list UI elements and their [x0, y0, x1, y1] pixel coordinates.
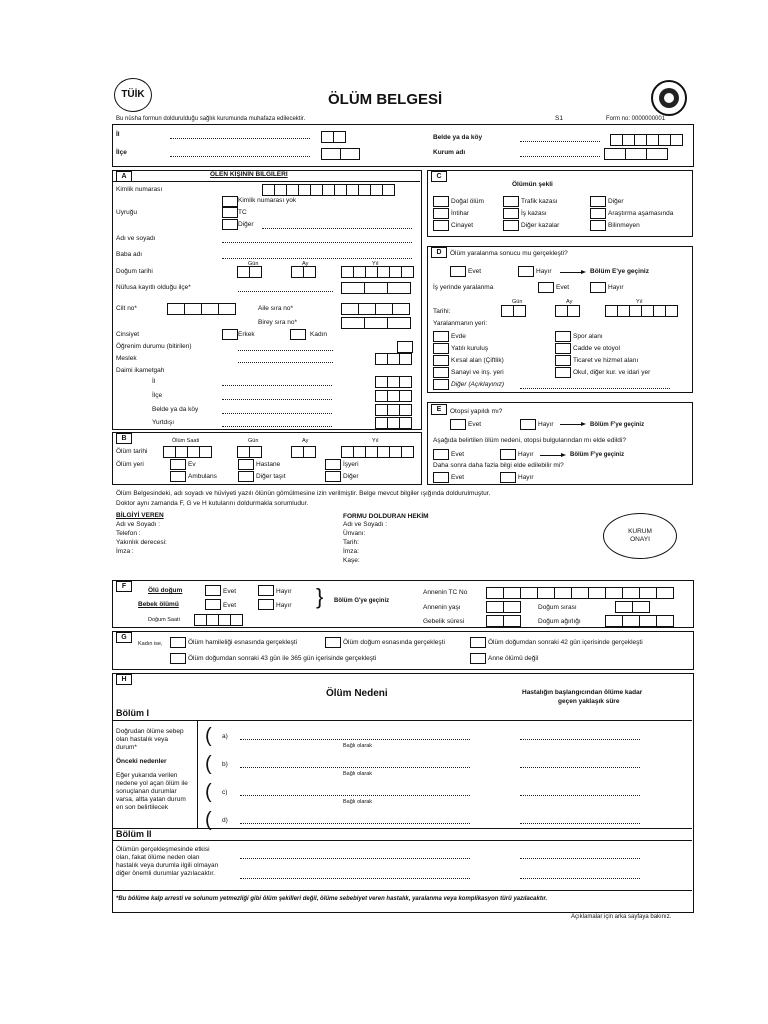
- res-belde-label: Belde ya da köy: [152, 406, 199, 413]
- res-belde-field[interactable]: [222, 413, 332, 414]
- d-evet-checkbox[interactable]: [450, 266, 466, 277]
- yaralanma-yeri-label: Kırsal alan (Çiftlik): [451, 357, 504, 364]
- kurum-label: Kurum adı: [433, 149, 466, 156]
- e3-evet-label: Evet: [451, 474, 465, 481]
- il-code[interactable]: [322, 131, 346, 141]
- is-yeri-label: İş yerinde yaralanma: [433, 284, 494, 291]
- e2-hayir-label: Hayır: [518, 451, 534, 458]
- bolum-2-label: Bölüm II: [116, 829, 152, 839]
- h-left-2-line: varsa, altta yatan durum: [116, 796, 186, 803]
- res-il-label: İl: [152, 378, 156, 385]
- section-c-title: Ölümün şekli: [512, 181, 553, 188]
- res-il-code[interactable]: [376, 376, 412, 386]
- hastane-label: Hastane: [256, 461, 281, 468]
- e1-hayir-label: Hayır: [538, 421, 554, 428]
- aile-cells[interactable]: [342, 303, 410, 313]
- gun-header: Gün: [248, 261, 259, 267]
- g5-label: Anne ölümü değil: [488, 655, 539, 662]
- is-evet-label: Evet: [556, 284, 570, 291]
- cause-row-letter: a): [222, 733, 228, 740]
- olum-yeri-label: Ölüm yeri: [116, 461, 144, 468]
- cause-sure-b[interactable]: [520, 767, 640, 768]
- yaralanma-yeri-checkbox[interactable]: [555, 331, 571, 342]
- cause-sure-c[interactable]: [520, 795, 640, 796]
- d-hayir-label: Hayır: [536, 268, 552, 275]
- res-ilce-code[interactable]: [376, 390, 412, 400]
- bagli-olarak-label: Bağlı olarak: [343, 771, 373, 777]
- adi-label: Adı ve soyadı: [116, 235, 156, 242]
- dogum-saati-label: Doğum Saati: [148, 617, 180, 623]
- diger-tasit-checkbox[interactable]: [238, 471, 254, 482]
- meslek-label: Meslek: [116, 355, 137, 362]
- cause-bracket-icon: (: [205, 781, 212, 803]
- baba-label: Baba adı: [116, 251, 143, 258]
- e2-hayir-checkbox[interactable]: [500, 449, 516, 460]
- cause-row-letter: b): [222, 761, 228, 768]
- kurum-code[interactable]: [605, 148, 668, 158]
- kadin-label: Kadın: [310, 331, 327, 338]
- olum-sekli-checkbox[interactable]: [503, 208, 519, 219]
- tc-label: TC: [238, 209, 247, 216]
- yaralanma-yeri-label: Sanayi ve inş. yeri: [451, 369, 504, 376]
- note-line-2: Doktor aynı zamanda F, G ve H kutularını doldurmakla sorumludur.: [116, 500, 309, 507]
- olu-dogum-label: Ölü doğum: [148, 587, 183, 594]
- nufus-code[interactable]: [342, 282, 411, 292]
- olum-ay-cells[interactable]: [292, 446, 316, 456]
- cause-row-letter: c): [222, 789, 228, 796]
- yurtdisi-label: Yurtdışı: [152, 419, 175, 426]
- d-hayir-checkbox[interactable]: [518, 266, 534, 277]
- cilt-cells[interactable]: [168, 303, 236, 313]
- olum-sekli-label: Bilinmeyen: [608, 222, 640, 229]
- e2-arrow-icon: [540, 455, 562, 456]
- e2-evet-label: Evet: [451, 451, 465, 458]
- olum-saati-header: Ölüm Saati: [172, 438, 200, 444]
- hastane-checkbox[interactable]: [238, 459, 254, 470]
- yaralanma-yeri-checkbox[interactable]: [555, 355, 571, 366]
- seal-emblem: [651, 80, 687, 116]
- ev-checkbox[interactable]: [170, 459, 186, 470]
- bolum2-sure-1[interactable]: [520, 858, 640, 859]
- onceki-nedenler-label: Önceki nedenler: [116, 758, 167, 765]
- kimlik-yok-label: Kimlik numarası yok: [238, 197, 297, 204]
- bagli-olarak-label: Bağlı olarak: [343, 799, 373, 805]
- yaralanma-yeri-label: Okul, diğer kur. ve idari yer: [573, 369, 651, 376]
- informant-title: BİLGİYİ VEREN: [116, 512, 164, 519]
- olum-sekli-checkbox[interactable]: [433, 196, 449, 207]
- e1-evet-label: Evet: [468, 421, 482, 428]
- dogum-gun[interactable]: [238, 266, 262, 276]
- olum-sekli-checkbox[interactable]: [590, 220, 606, 231]
- yaralanma-yeri-checkbox[interactable]: [555, 343, 571, 354]
- res-belde-code[interactable]: [376, 404, 412, 414]
- section-c-letter: C: [431, 171, 447, 182]
- ambulans-label: Ambulans: [188, 473, 217, 480]
- bolum2-field-2[interactable]: [240, 878, 470, 879]
- d-gun-cells[interactable]: [502, 305, 526, 315]
- h-left-1-line: Doğrudan ölüme sebep: [116, 728, 184, 735]
- uyruk-diger-label: Diğer: [238, 221, 254, 228]
- bebek-hayir-label: Hayır: [276, 602, 292, 609]
- h-left-2-line: en son belirtilecek: [116, 804, 169, 811]
- olum-gun-cells[interactable]: [238, 446, 262, 456]
- belde-code[interactable]: [611, 134, 683, 144]
- h-left-2-line: sonuçlanan durumlar: [116, 788, 177, 795]
- footer-note: Açıklamalar için arka sayfaya bakınız.: [571, 914, 672, 920]
- h-left-2-line: nedene yol açan ölüm ile: [116, 780, 188, 787]
- isyeri-label: İşyeri: [343, 461, 359, 468]
- b-diger-label: Diğer: [343, 473, 359, 480]
- ambulans-checkbox[interactable]: [170, 471, 186, 482]
- yaralanma-yeri-label: Spor alanı: [573, 333, 603, 340]
- d-diger-field[interactable]: [520, 388, 670, 389]
- yil-header: Yıl: [372, 261, 379, 267]
- olu-dogum-hayir-label: Hayır: [276, 588, 292, 595]
- res-ilce-field[interactable]: [222, 399, 332, 400]
- cause-field-c[interactable]: [240, 795, 470, 796]
- section-a-letter: A: [116, 171, 132, 182]
- olu-dogum-evet-checkbox[interactable]: [205, 585, 221, 596]
- nufus-field[interactable]: [238, 291, 333, 292]
- yurtdisi-code[interactable]: [376, 417, 412, 427]
- g3-checkbox[interactable]: [470, 637, 486, 648]
- stamp-line-2: ONAYI: [630, 536, 650, 543]
- yaralanma-yeri-checkbox[interactable]: [433, 367, 449, 378]
- h-left-3-line: hastalık veya durumla ilgili olmayan: [116, 862, 219, 869]
- tuik-logo-text: TÜİK: [121, 89, 145, 100]
- form-code: S1: [555, 115, 563, 122]
- h-left-3-line: diğer önemli durumlar yazılacaktır.: [116, 870, 215, 877]
- birey-label: Birey sıra no*: [258, 319, 298, 326]
- d-goto-text: Bölüm E'ye geçiniz: [590, 268, 649, 275]
- anne-yas-label: Annenin yaşı: [423, 604, 461, 611]
- olum-sekli-label: İntihar: [451, 210, 470, 217]
- ilce-label: İlçe: [116, 149, 127, 156]
- section-h-letter: H: [116, 674, 132, 685]
- d-ay-header: Ay: [566, 299, 573, 305]
- dogum-sirasi-label: Doğum sırası: [538, 604, 577, 611]
- e1-evet-checkbox[interactable]: [450, 419, 466, 430]
- olum-sekli-checkbox[interactable]: [433, 220, 449, 231]
- e3-evet-checkbox[interactable]: [433, 472, 449, 483]
- bebek-evet-label: Evet: [223, 602, 237, 609]
- d-yer-label: Yaralanmanın yeri:: [433, 320, 488, 327]
- dogum-label: Doğum tarihi: [116, 268, 153, 275]
- section-d-letter: D: [431, 247, 447, 258]
- header-subtitle: Bu nüsha formun doldurulduğu sağlık kurumunda muhafaza edilecektir.: [116, 116, 306, 122]
- cilt-label: Cilt no*: [116, 305, 137, 312]
- informant-field-label: İmza :: [116, 548, 134, 555]
- e2-evet-checkbox[interactable]: [433, 449, 449, 460]
- ogrenim-code[interactable]: [398, 341, 413, 351]
- bagli-olarak-label: Bağlı olarak: [343, 743, 373, 749]
- cinsiyet-label: Cinsiyet: [116, 331, 140, 338]
- b-ay-header: Ay: [302, 438, 309, 444]
- d-yil-header: Yıl: [636, 299, 643, 305]
- h-footnote: *Bu bölüme kalp arresti ve solunum yetmezliği gibi ölüm şekilleri değil, ölüme sebebiyet veren hastalık, yaralanma veya komplikasyon türü yazılacaktır.: [116, 896, 548, 902]
- olum-sekli-label: Diğer: [608, 198, 624, 205]
- res-il-field[interactable]: [222, 385, 332, 386]
- kadin-ise-label: Kadın ise,: [138, 641, 163, 647]
- dogum-yil[interactable]: [342, 266, 414, 276]
- yurtdisi-field[interactable]: [222, 426, 332, 427]
- olum-sekli-label: Diğer kazalar: [521, 222, 560, 229]
- kimlik-cells[interactable]: [263, 184, 395, 194]
- kurum-field[interactable]: [520, 156, 600, 157]
- section-e-letter: E: [431, 404, 447, 415]
- bolum-1-label: Bölüm I: [116, 708, 149, 718]
- olum-sekli-checkbox[interactable]: [590, 208, 606, 219]
- e1-goto-text: Bölüm F'ye geçiniz: [590, 422, 645, 428]
- adi-field[interactable]: [222, 242, 412, 243]
- kimlik-yok-checkbox[interactable]: [222, 196, 238, 207]
- yaralanma-yeri-label: Ticaret ve hizmet alanı: [573, 357, 639, 364]
- olum-sekli-checkbox[interactable]: [503, 220, 519, 231]
- yaralanma-yeri-label: Cadde ve otoyol: [573, 345, 620, 352]
- kurum-onayi-stamp: [603, 513, 677, 559]
- belde-label: Belde ya da köy: [433, 134, 483, 141]
- d-evet-label: Evet: [468, 268, 482, 275]
- d-question: Ölüm yaralanma sonucu mu gerçekleşti?: [450, 250, 568, 257]
- olum-sekli-checkbox[interactable]: [503, 196, 519, 207]
- informant-field-label: Telefon :: [116, 530, 141, 537]
- d-gun-header: Gün: [512, 299, 523, 305]
- doctor-title: FORMU DOLDURAN HEKİM: [343, 513, 429, 520]
- e2-goto-text: Bölüm F'ye geçiniz: [570, 452, 625, 458]
- res-ilce-label: İlçe: [152, 392, 163, 399]
- form-number: Form no: 0000000001: [606, 116, 666, 122]
- d-diger-checkbox[interactable]: [433, 379, 449, 390]
- stamp-line-1: KURUM: [628, 528, 652, 535]
- yaralanma-yeri-checkbox[interactable]: [433, 331, 449, 342]
- diger-tasit-label: Diğer taşıt: [256, 473, 286, 480]
- location-box: [112, 124, 694, 167]
- cause-field-b[interactable]: [240, 767, 470, 768]
- d-yil-cells[interactable]: [606, 305, 678, 315]
- aile-label: Aile sıra no*: [258, 305, 294, 312]
- e1-arrow-icon: [560, 424, 582, 425]
- yaralanma-yeri-checkbox[interactable]: [433, 355, 449, 366]
- isyeri-checkbox[interactable]: [325, 459, 341, 470]
- cause-bracket-icon: (: [205, 725, 212, 747]
- daimi-label: Daimi ikametgah: [116, 367, 165, 374]
- uyruk-diger-checkbox[interactable]: [222, 219, 238, 230]
- dogum-saati-cells[interactable]: [195, 614, 243, 624]
- d-ay-cells[interactable]: [556, 305, 580, 315]
- h-left-1-line: durum*: [116, 744, 137, 751]
- dogum-sirasi-cells[interactable]: [616, 601, 650, 611]
- tuik-logo: [114, 78, 152, 112]
- g5-checkbox[interactable]: [470, 653, 486, 664]
- section-g: [112, 631, 694, 670]
- bolum2-sure-2[interactable]: [520, 878, 640, 879]
- olum-tarihi-label: Ölüm tarihi: [116, 448, 148, 455]
- brace-icon: }: [316, 584, 324, 609]
- anne-tc-cells[interactable]: [487, 587, 674, 597]
- yaralanma-yeri-checkbox[interactable]: [555, 367, 571, 378]
- cause-sure-d[interactable]: [520, 823, 640, 824]
- e1-hayir-checkbox[interactable]: [520, 419, 536, 430]
- ogrenim-field[interactable]: [238, 350, 333, 351]
- sure-title-2: geçen yaklaşık süre: [558, 698, 620, 705]
- e-q3: Daha sonra daha fazla bilgi elde edilebilir mi?: [433, 462, 564, 469]
- cause-field-d[interactable]: [240, 823, 470, 824]
- b-diger-checkbox[interactable]: [325, 471, 341, 482]
- cause-sure-a[interactable]: [520, 739, 640, 740]
- doctor-field-label: Ünvanı:: [343, 530, 366, 537]
- meslek-code[interactable]: [376, 353, 412, 363]
- g4-label: Ölüm doğumdan sonraki 43 gün ile 365 gün içerisinde gerçekleşti: [188, 655, 377, 662]
- cause-bracket-icon: (: [205, 809, 212, 831]
- informant-field-label: Adı ve Soyadı :: [116, 521, 161, 528]
- cause-row-letter: d): [222, 817, 228, 824]
- b-yil-header: Yıl: [372, 438, 379, 444]
- anne-tc-label: Annenin TC No: [423, 589, 468, 596]
- belde-field[interactable]: [520, 141, 600, 142]
- page-title: ÖLÜM BELGESİ: [328, 91, 443, 108]
- bebek-hayir-checkbox[interactable]: [258, 599, 274, 610]
- yaralanma-yeri-label: Evde: [451, 333, 466, 340]
- g1-label: Ölüm hamileliği esnasında gerçekleşti: [188, 639, 298, 646]
- cause-field-a[interactable]: [240, 739, 470, 740]
- baba-field[interactable]: [222, 258, 412, 259]
- h-left-3-line: olan, fakat ölüme neden olan: [116, 854, 200, 861]
- section-f-letter: F: [116, 581, 132, 592]
- erkek-checkbox[interactable]: [222, 329, 238, 340]
- olum-sekli-label: Cinayet: [451, 222, 474, 229]
- cause-bracket-icon: (: [205, 753, 212, 775]
- bolum2-field-1[interactable]: [240, 858, 470, 859]
- tc-checkbox[interactable]: [222, 207, 238, 218]
- h-left-1-line: olan hastalık veya: [116, 736, 169, 743]
- e3-hayir-checkbox[interactable]: [500, 472, 516, 483]
- il-field[interactable]: [170, 138, 310, 139]
- f-goto-text: Bölüm G'ye geçiniz: [334, 598, 390, 604]
- informant-field-label: Yakınlık derecesi:: [116, 539, 167, 546]
- olum-nedeni-title: Ölüm Nedeni: [326, 688, 388, 699]
- bebek-evet-checkbox[interactable]: [205, 599, 221, 610]
- olum-sekli-label: Trafik kazası: [521, 198, 558, 205]
- g1-checkbox[interactable]: [170, 637, 186, 648]
- is-hayir-checkbox[interactable]: [590, 282, 606, 293]
- olum-sekli-label: İş kazası: [521, 210, 547, 217]
- ilce-code[interactable]: [322, 148, 360, 158]
- note-line-1: Ölüm Belgesindeki, adı soyadı ve hüviyeti yazılı ölünün gömülmesine izin verilmiştir. Belge mevcut bilgiler ışığında doldurulmuştur.: [116, 490, 491, 497]
- anne-yas-cells[interactable]: [487, 601, 521, 611]
- d-arrow-icon: [560, 272, 582, 273]
- erkek-label: Erkek: [238, 331, 255, 338]
- olu-dogum-hayir-checkbox[interactable]: [258, 585, 274, 596]
- g3-label: Ölüm doğumdan sonraki 42 gün içerisinde gerçekleşti: [488, 639, 643, 646]
- e-q2: Aşağıda belirtilen ölüm nedeni, otopsi bulgularından mı elde edildi?: [433, 437, 626, 444]
- section-b-letter: B: [116, 433, 132, 444]
- gebelik-label: Gebelik süresi: [423, 618, 465, 625]
- e-q1: Otopsi yapıldı mı?: [450, 408, 503, 415]
- g2-label: Ölüm doğum esnasında gerçekleşti: [343, 639, 445, 646]
- ilce-field[interactable]: [170, 156, 310, 157]
- dogum-agirligi-label: Doğum ağırlığı: [538, 618, 581, 625]
- olum-sekli-checkbox[interactable]: [433, 208, 449, 219]
- g2-checkbox[interactable]: [325, 637, 341, 648]
- kimlik-label: Kimlik numarası: [116, 186, 163, 193]
- d-tarih-label: Tarihi:: [433, 308, 451, 315]
- meslek-field[interactable]: [238, 362, 333, 363]
- il-label: İl: [116, 131, 120, 138]
- kadin-checkbox[interactable]: [290, 329, 306, 340]
- dogum-agirligi-cells[interactable]: [606, 615, 674, 625]
- olum-sekli-checkbox[interactable]: [590, 196, 606, 207]
- h-left-3-line: Ölümün gerçekleşmesinde etkisi: [116, 846, 210, 853]
- yaralanma-yeri-label: Yatılı kuruluş: [451, 345, 489, 352]
- gebelik-cells[interactable]: [487, 615, 521, 625]
- olum-saat-cells[interactable]: [164, 446, 212, 456]
- dogum-ay[interactable]: [292, 266, 316, 276]
- olum-yil-cells[interactable]: [342, 446, 414, 456]
- is-hayir-label: Hayır: [608, 284, 624, 291]
- nufus-label: Nüfusa kayıtlı olduğu ilçe*: [116, 284, 191, 291]
- d-diger-label: Diğer (Açıklayınız): [451, 381, 505, 388]
- olum-sekli-label: Doğal ölüm: [451, 198, 484, 205]
- doctor-field-label: İmza:: [343, 548, 359, 555]
- bebek-olumu-label: Bebek ölümü: [138, 601, 179, 608]
- is-evet-checkbox[interactable]: [538, 282, 554, 293]
- section-g-letter: G: [116, 632, 132, 643]
- section-a-title: ÖLEN KİŞİNİN BİLGİLERİ: [210, 171, 288, 178]
- b-gun-header: Gün: [248, 438, 259, 444]
- olu-dogum-evet-label: Evet: [223, 588, 237, 595]
- e3-hayir-label: Hayır: [518, 474, 534, 481]
- ay-header: Ay: [302, 261, 309, 267]
- doctor-field-label: Adı ve Soyadı :: [343, 521, 388, 528]
- uyrugu-label: Uyruğu: [116, 209, 137, 216]
- birey-cells[interactable]: [342, 317, 411, 327]
- ogrenim-label: Öğrenim durumu (bitirilen): [116, 343, 192, 350]
- yaralanma-yeri-checkbox[interactable]: [433, 343, 449, 354]
- doctor-field-label: Kaşe:: [343, 557, 360, 564]
- g4-checkbox[interactable]: [170, 653, 186, 664]
- sure-title-1: Hastalığın başlangıcından ölüme kadar: [522, 689, 643, 696]
- ev-label: Ev: [188, 461, 196, 468]
- doctor-field-label: Tarih:: [343, 539, 359, 546]
- olum-sekli-label: Araştırma aşamasında: [608, 210, 674, 217]
- h-left-2-line: Eğer yukarıda verilen: [116, 772, 178, 779]
